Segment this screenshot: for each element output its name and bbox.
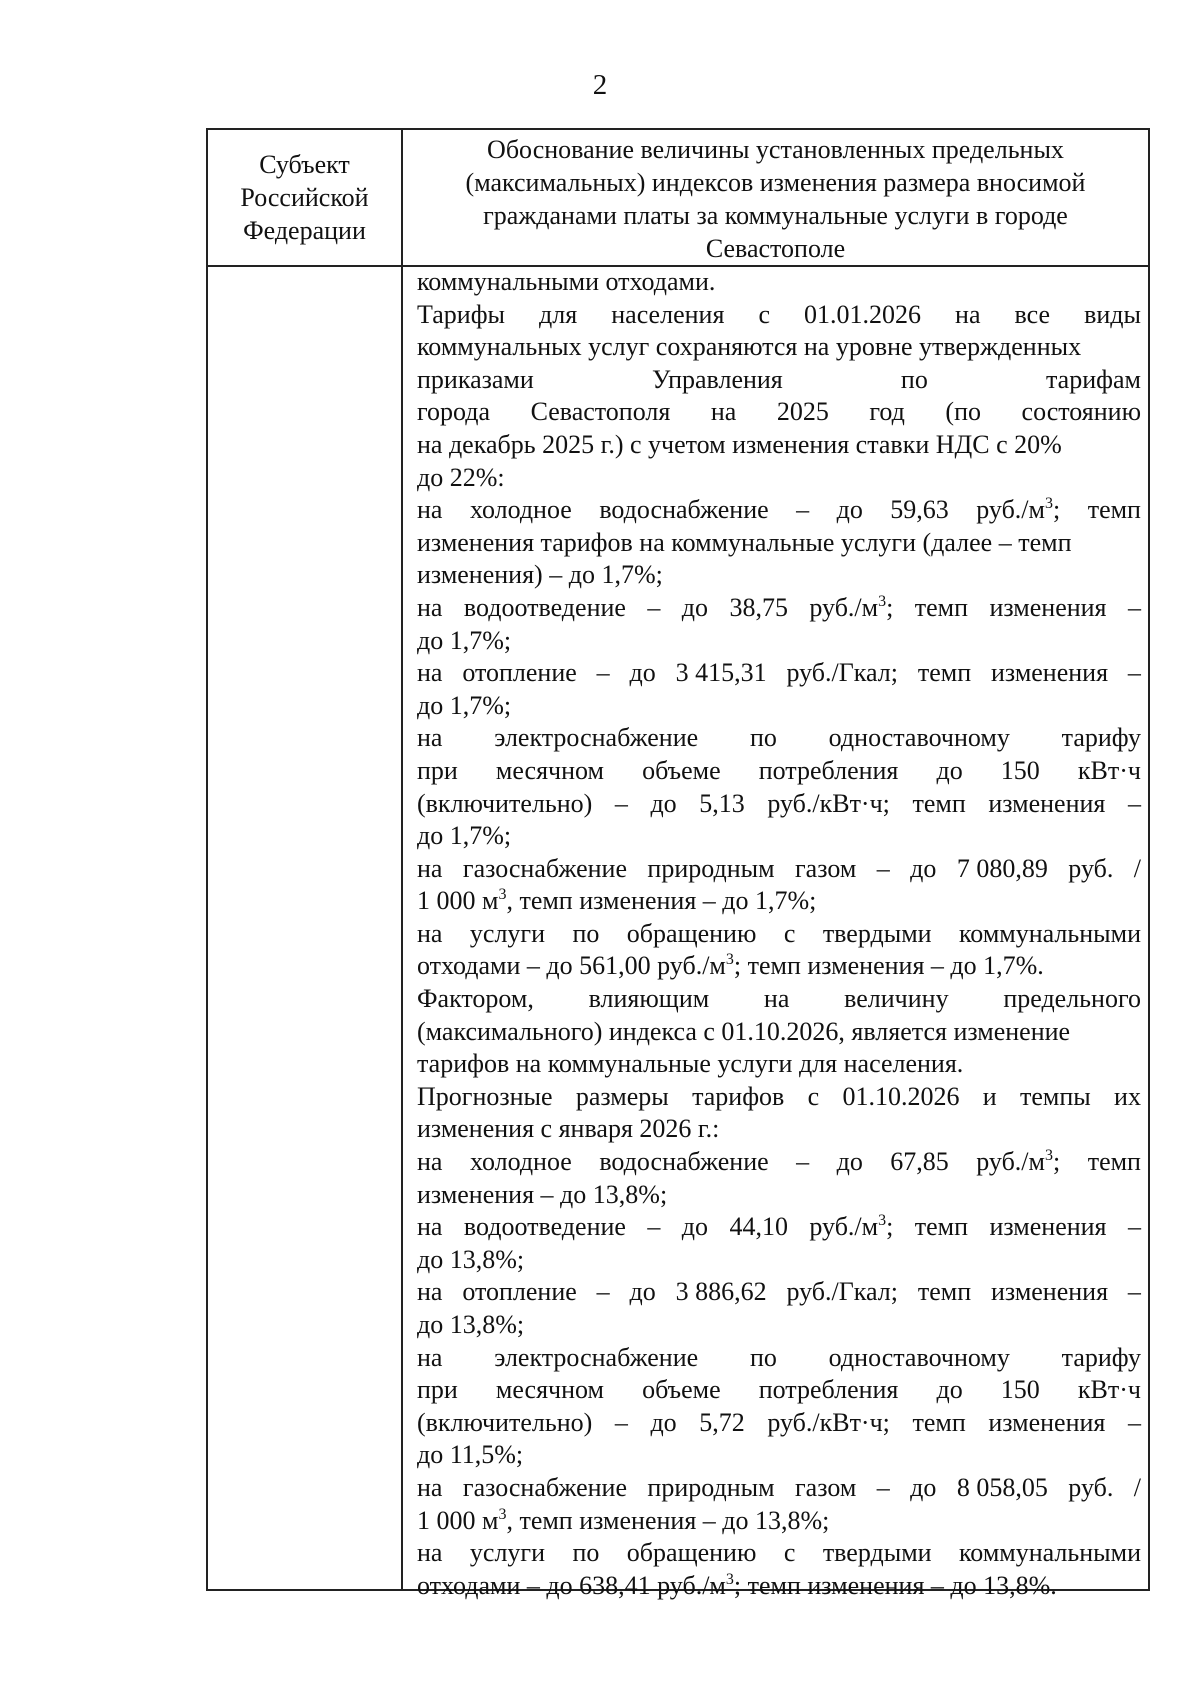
text-line: на электроснабжение по одноставочному тарифу bbox=[417, 723, 1141, 753]
text-line: до 22%: bbox=[417, 462, 505, 492]
text-line: до 11,5%; bbox=[417, 1440, 524, 1470]
text-line: города Севастополя на 2025 год (по состоянию bbox=[417, 397, 1141, 427]
text-line: отходами – до 638,41 $руб./м^3$; темп изменения – до 13,8%. bbox=[417, 1570, 1057, 1600]
text-line: изменения тарифов на коммунальные услуги (далее – темп bbox=[417, 527, 1072, 557]
text-line: на водоотведение – до 44,10 $руб./м^3$; темп изменения – bbox=[417, 1212, 1141, 1242]
justification-table bbox=[206, 128, 1150, 1600]
text-line: тарифов на коммунальные услуги для населения. bbox=[417, 1049, 964, 1079]
text-line: Тарифы для населения с 01.01.2026 на все виды bbox=[417, 299, 1141, 329]
text-line: на отопление – до 3 415,31 руб./Гкал; темп изменения – bbox=[417, 658, 1141, 688]
text-line: (включительно) – до 5,13 руб./кВт·ч; темп изменения – bbox=[417, 788, 1141, 818]
page-number: 2 bbox=[592, 69, 608, 101]
text-line: до 1,7%; bbox=[417, 690, 512, 720]
text-line: до 1,7%; bbox=[417, 625, 512, 655]
text-line: Фактором, влияющим на величину предельного bbox=[417, 984, 1141, 1014]
text-line: изменения) – до 1,7%; bbox=[417, 560, 663, 590]
text-line: до 1,7%; bbox=[417, 821, 512, 851]
column-divider bbox=[401, 130, 403, 1589]
text-line: отходами – до 561,00 $руб./м^3$; темп изменения – до 1,7%. bbox=[417, 951, 1044, 981]
text-line: на водоотведение – до 38,75 $руб./м^3$; темп изменения – bbox=[417, 592, 1141, 622]
header-justification-line: Севастополе bbox=[705, 234, 846, 263]
text-line: при месячном объеме потребления до 150 кВт·ч bbox=[417, 1375, 1141, 1405]
text-line: (включительно) – до 5,72 руб./кВт·ч; темп изменения – bbox=[417, 1407, 1141, 1437]
header-justification-line: Обоснование величины установленных предельных bbox=[487, 135, 1064, 164]
text-line: 1 000 $м^3$, темп изменения – до 1,7%; bbox=[417, 886, 817, 916]
text-line: на декабрь 2025 г.) с учетом изменения ставки НДС с 20% bbox=[417, 429, 1062, 459]
text-line: при месячном объеме потребления до 150 кВт·ч bbox=[417, 755, 1141, 785]
text-line: на электроснабжение по одноставочному тарифу bbox=[417, 1342, 1141, 1372]
text-line: до 13,8%; bbox=[417, 1244, 525, 1274]
text-line: Прогнозные размеры тарифов с 01.10.2026 и темпы их bbox=[417, 1081, 1141, 1111]
text-line: на услуги по обращению с твердыми коммунальными bbox=[417, 1538, 1141, 1568]
text-line: на газоснабжение природным газом – до 7 080,89 руб. / bbox=[417, 853, 1141, 883]
header-subject-line: Субъект bbox=[259, 150, 350, 179]
text-line: 1 000 $м^3$, темп изменения – до 13,8%; bbox=[417, 1505, 830, 1535]
text-line: на газоснабжение природным газом – до 8 058,05 руб. / bbox=[417, 1472, 1141, 1502]
text-line: коммунальных услуг сохраняются на уровне утвержденных bbox=[417, 332, 1082, 362]
header-subject-line: Российской bbox=[240, 183, 369, 212]
text-line: на холодное водоснабжение – до 67,85 $руб./м^3$; темп bbox=[417, 1147, 1141, 1177]
text-line: изменения с января 2026 г.: bbox=[417, 1114, 720, 1144]
text-line: (максимального) индекса с 01.10.2026, является изменение bbox=[417, 1016, 1071, 1046]
text-line: до 13,8%; bbox=[417, 1310, 525, 1339]
header-justification-line: (максимальных) индексов изменения размера вносимой bbox=[465, 168, 1086, 197]
text-line: на услуги по обращению с твердыми коммунальными bbox=[417, 918, 1141, 948]
text-line: изменения – до 13,8%; bbox=[417, 1179, 668, 1209]
justification-text bbox=[417, 266, 1141, 1602]
text-line: на отопление – до 3 886,62 руб./Гкал; темп изменения – bbox=[417, 1277, 1141, 1307]
text-line: коммунальными отходами. bbox=[417, 267, 716, 296]
header-justification bbox=[403, 130, 1148, 268]
text-line: приказами Управления по тарифам bbox=[417, 364, 1141, 394]
header-subject-line: Федерации bbox=[243, 216, 366, 245]
text-line: на холодное водоснабжение – до 59,63 $руб./м^3$; темп bbox=[417, 495, 1141, 525]
header-justification-line: гражданами платы за коммунальные услуги в городе bbox=[483, 201, 1068, 230]
header-subject bbox=[208, 130, 401, 265]
